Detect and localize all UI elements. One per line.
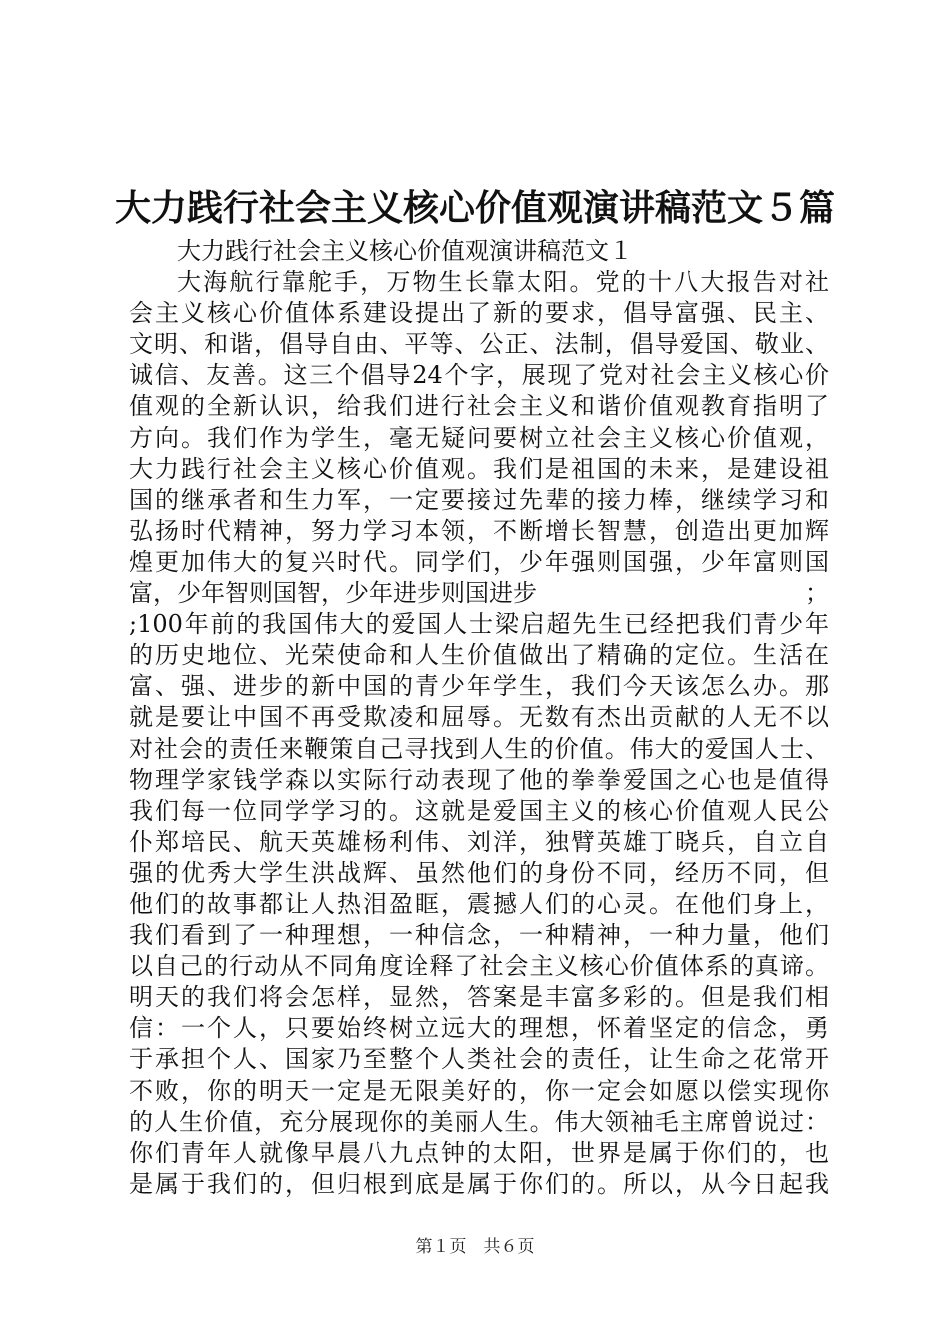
text-line: 是属于我们的，但归根到底是属于你们的。所以，从今日起我 [129, 1169, 829, 1198]
text-line: 仆郑培民、航天英雄杨利伟、刘洋，独臂英雄丁晓兵，自立自 [129, 827, 829, 856]
text-line: 的人生价值，充分展现你的美丽人生。伟大领袖毛主席曾说过： [129, 1107, 829, 1136]
text-line: 弘扬时代精神，努力学习本领，不断增长智慧，创造出更加辉 [129, 516, 829, 545]
text-line: 大力践行社会主义核心价值观。我们是祖国的未来，是建设祖 [129, 454, 829, 483]
text-line: 富、强、进步的新中国的青少年学生，我们今天该怎么办。那 [129, 672, 829, 701]
text-line: 会主义核心价值体系建设提出了新的要求，倡导富强、民主、 [129, 299, 829, 328]
document-body [129, 236, 829, 1200]
text-line: ;100年前的我国伟大的爱国人士梁启超先生已经把我们青少年 [129, 610, 829, 639]
text-line: 对社会的责任来鞭策自己寻找到人生的价值。伟大的爱国人士、 [129, 734, 829, 763]
text-line: 他们的故事都让人热泪盈眶，震撼人们的心灵。在他们身上， [129, 889, 829, 918]
text-line: 你们青年人就像早晨八九点钟的太阳，世界是属于你们的，也 [129, 1138, 829, 1167]
page-footer: 第１页 共６页 [415, 1237, 535, 1257]
text-line: 方向。我们作为学生，毫无疑问要树立社会主义核心价值观， [129, 423, 829, 452]
text-line-right: ； [805, 579, 829, 608]
text-line: 不败，你的明天一定是无限美好的，你一定会如愿以偿实现你 [129, 1076, 829, 1105]
text-line-split [129, 578, 829, 609]
text-line: 物理学家钱学森以实际行动表现了他的拳拳爱国之心也是值得 [129, 765, 829, 794]
text-line: 诚信、友善。这三个倡导24个字，展现了党对社会主义核心价 [129, 361, 829, 390]
text-line: 煌更加伟大的复兴时代。同学们，少年强则国强，少年富则国 [129, 547, 829, 576]
section-heading: 大力践行社会主义核心价值观演讲稿范文１ [177, 237, 633, 265]
text-line: 信：一个人，只要始终树立远大的理想，怀着坚定的信念，勇 [129, 1014, 829, 1043]
text-line: 于承担个人、国家乃至整个人类社会的责任，让生命之花常开 [129, 1045, 829, 1074]
text-line: 我们每一位同学学习的。这就是爱国主义的核心价值观人民公 [129, 796, 829, 825]
text-line: 强的优秀大学生洪战辉、虽然他们的身份不同，经历不同，但 [129, 858, 829, 887]
text-line: 我们看到了一种理想，一种信念，一种精神，一种力量，他们 [129, 921, 829, 950]
text-line: 就是要让中国不再受欺凌和屈辱。无数有杰出贡献的人无不以 [129, 703, 829, 732]
text-line: 的历史地位、光荣使命和人生价值做出了精确的定位。生活在 [129, 641, 829, 670]
text-line: 国的继承者和生力军，一定要接过先辈的接力棒，继续学习和 [129, 485, 829, 514]
text-line: 以自己的行动从不同角度诠释了社会主义核心价值体系的真谛。 [129, 952, 829, 981]
text-line: 文明、和谐，倡导自由、平等、公正、法制，倡导爱国、敬业、 [129, 330, 829, 359]
text-line: 值观的全新认识，给我们进行社会主义和谐价值观教育指明了 [129, 392, 829, 421]
document-title: 大力践行社会主义核心价值观演讲稿范文５篇 [114, 187, 835, 229]
text-line-left: 富，少年智则国智，少年进步则国进步 [129, 579, 537, 608]
text-line: 明天的我们将会怎样，显然，答案是丰富多彩的。但是我们相 [129, 983, 829, 1012]
text-line: 大海航行靠舵手，万物生长靠太阳。党的十八大报告对社 [177, 268, 829, 297]
